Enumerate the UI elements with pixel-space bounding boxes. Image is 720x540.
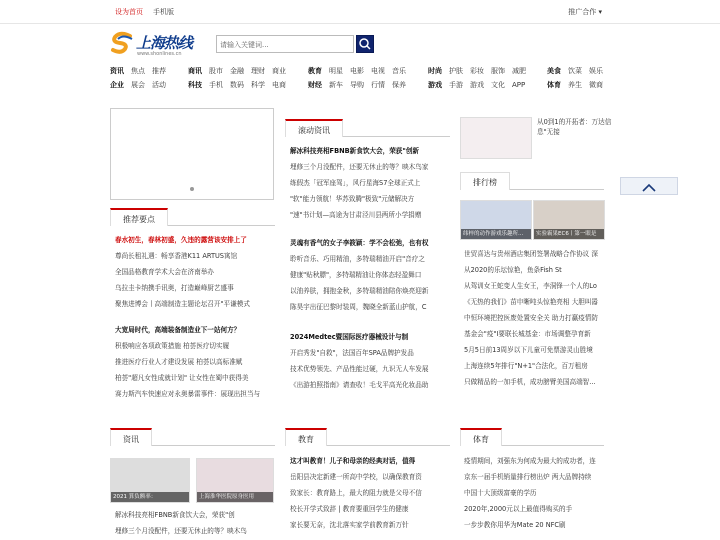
news-item[interactable]: 埋修三个月没配件，还要无休止的等？映木鸟家 [290, 163, 429, 171]
nav-link[interactable]: 股市 [209, 67, 223, 75]
logo-url: www.shonlines.cn [137, 51, 182, 57]
ranking-item[interactable]: 中恒环境把控医废处置安全关 助力打赢疫情防 [464, 314, 598, 322]
site-logo[interactable] [110, 31, 200, 57]
news-headline[interactable]: 这才叫教育！儿子和母亲的经典对话，值得 [290, 457, 416, 465]
right-top-caption [537, 117, 612, 137]
nav-link[interactable]: 护肤 [449, 67, 463, 75]
ranking-list [464, 246, 609, 390]
news-item[interactable]: 致家长：教育路上，最大的阻力就是父母不信 [290, 489, 422, 497]
news-item[interactable]: 赛力斯汽车快速应对永奥暴雷事件：展现出担当与 [115, 390, 261, 398]
news-item[interactable]: 聆听音乐、巧用精油，多特瑞精油开启"音疗之 [290, 255, 425, 263]
news-item[interactable]: 2020年,2000元以上最值得购买的手 [464, 505, 573, 513]
bottom-education-header [285, 428, 450, 446]
news-item[interactable]: 陈昊宇出征巴黎时装周，魏晓全新蓝山护航，C [290, 303, 427, 311]
ranking-title[interactable]: 排行榜 [460, 172, 510, 190]
bottom-education-list [290, 453, 450, 533]
nav-link[interactable]: 饮菜 [568, 67, 582, 75]
nav-group-education [308, 66, 413, 94]
nav-link[interactable]: 金融 [230, 67, 244, 75]
nav-link[interactable]: APP [512, 81, 526, 89]
nav-link[interactable]: 养生 [568, 81, 582, 89]
news-headline[interactable]: 2024Medtec暨国际医疗器械设计与制 [290, 333, 409, 341]
nav-link[interactable]: 数码 [230, 81, 244, 89]
bottom-news-header [110, 428, 275, 446]
nav-group-food [547, 66, 610, 94]
news-item[interactable]: 校长开学式致辞 | 教育要重回学生的健康 [290, 505, 409, 513]
bottom-sports-title[interactable]: 体育 [460, 428, 502, 446]
nav-link[interactable]: 减肥 [512, 67, 526, 75]
image-caption: 纬梓的动作游戏乐趣所... [461, 229, 531, 239]
ranking-image-2[interactable] [533, 200, 605, 240]
news-headline[interactable]: 灵魂有香气的女子李筱颖：学不会松弛，也有权 [290, 239, 429, 247]
ranking-item[interactable]: 从2020的乐坛惊艳，鱼条Fish St [464, 266, 562, 274]
nav-link[interactable]: 行情 [371, 81, 385, 89]
image-caption: 2021 算负额率： [111, 492, 189, 502]
nav-group-business [188, 66, 293, 94]
bottom-news-image-2[interactable] [196, 458, 274, 503]
nav-link[interactable]: 保养 [392, 81, 406, 89]
recommend-title[interactable]: 推荐要点 [110, 208, 168, 226]
ranking-item[interactable]: 上海连续5年排行"N+1"合法化，百万租房 [464, 362, 588, 370]
nav-link[interactable]: 游戏 [428, 81, 442, 89]
nav-link[interactable]: 时尚 [428, 67, 442, 75]
nav-link[interactable]: 手机 [209, 81, 223, 89]
bottom-news-title[interactable]: 资讯 [110, 428, 152, 446]
news-item[interactable]: 积极响应各项政策措施 柏荟医疗切实履 [115, 342, 230, 350]
news-item[interactable]: 岳阳县决定新建一所高中学校，以确保教育资 [290, 473, 422, 481]
bottom-news-image-1[interactable] [110, 458, 190, 503]
logo-s-icon [110, 31, 136, 55]
news-item[interactable]: 健康"贴秋膘"，多特瑞精油让你体态轻盈舞口 [290, 271, 422, 279]
back-to-top-button[interactable] [620, 177, 678, 195]
ranking-image-1[interactable] [460, 200, 532, 240]
chevron-up-icon [641, 181, 657, 193]
nav-link[interactable]: 导购 [350, 81, 364, 89]
nav-link[interactable]: 娱乐 [589, 67, 603, 75]
scroll-news-list-2 [290, 235, 450, 315]
news-item[interactable]: 家长要无奈，沈北落实家学前教育新万针 [290, 521, 409, 529]
news-headline[interactable]: 大宽局时代，高端装备制造业下一站何方？ [115, 326, 241, 334]
ranking-item[interactable]: 5月5日前13周岁以下儿童可免票游灵山胜境 [464, 346, 593, 354]
news-item[interactable]: 埋修三个月没配件，还要无休止的等？映木鸟 [115, 527, 247, 535]
bottom-education-title[interactable]: 教育 [285, 428, 327, 446]
news-item[interactable]: 推进医疗行业人才建设发展 柏荟以高标准赋 [115, 358, 243, 366]
image-caption: 上海淮华医院原身医用 [197, 492, 273, 502]
nav-link[interactable]: 电视 [371, 67, 385, 75]
set-home-link[interactable]: 设为首页 [115, 8, 143, 16]
nav-link[interactable]: 电影 [350, 67, 364, 75]
nav-link[interactable]: 活动 [152, 81, 166, 89]
top-bar [0, 0, 720, 24]
nav-link[interactable]: 商讯 [188, 67, 202, 75]
nav-group-news [110, 66, 173, 94]
recommend-list-2 [115, 322, 275, 402]
nav-link[interactable]: 财经 [308, 81, 322, 89]
news-item[interactable]: 练假杰「冠军座驾」，风行星海S7全球正式上 [290, 179, 421, 187]
nav-link[interactable]: 理财 [251, 67, 265, 75]
news-item[interactable]: 开启秀发"自救"，法国百年SPA品牌护发品 [290, 349, 414, 357]
logo-title: 上海热线 [136, 34, 193, 52]
recommend-header [110, 208, 275, 226]
bottom-sports-header [460, 428, 604, 446]
news-item[interactable]: 一步步教你用华为Mate 20 NFC刷 [464, 521, 566, 529]
news-item[interactable]: "速"书计划—高途为甘肃泾川县两所小学捐赠 [290, 211, 422, 219]
scroll-news-list [290, 143, 450, 223]
nav-link[interactable]: 新车 [329, 81, 343, 89]
news-item[interactable]: 以油养肤，拥抱金秋，多特瑞精油陪你焕亮迎新 [290, 287, 429, 295]
news-item[interactable]: 技术优势领先、产品性能过硬，九识无人车发展 [290, 365, 429, 373]
news-item[interactable]: "软"能力领航！华苏致腾"极致"元储解决方 [290, 195, 415, 203]
ranking-item[interactable]: 世贸喜达与贵州酒店集团签署战略合作协议 深 [464, 250, 598, 258]
nav-link[interactable]: 彩妆 [470, 67, 484, 75]
nav-link[interactable]: 教育 [308, 67, 322, 75]
right-top-caption-text[interactable]: 从0到1的开拓者：万达信息"无接 [537, 118, 612, 136]
news-item[interactable]: 柏荟"超凡女性成就计划" 让女性在蜀中获得美 [115, 374, 249, 382]
nav-link[interactable]: 微商 [589, 81, 603, 89]
nav-link[interactable]: 展会 [131, 81, 145, 89]
nav-link[interactable]: 体育 [547, 81, 561, 89]
scroll-news-list-3 [290, 329, 450, 393]
news-headline[interactable]: 解冰科技亮相FBNB新食饮大会，荣获"创新 [290, 147, 420, 155]
nav-group-fashion [428, 66, 533, 94]
ranking-header [460, 172, 604, 190]
nav-link[interactable]: 推荐 [152, 67, 166, 75]
news-item[interactable]: 聚焦进博会丨高端制造主题论坛召开"平谦模式 [115, 300, 250, 308]
news-item[interactable]: 《出游拍照指南》请查收！毛戈平高光化妆品助 [290, 381, 429, 389]
search-button[interactable] [356, 35, 374, 53]
nav-link[interactable]: 焦点 [131, 67, 145, 75]
nav-link[interactable]: 电商 [272, 81, 286, 89]
nav-link[interactable]: 美食 [547, 67, 561, 75]
image-caption: 实验霸果EC6丨第一眼是 [534, 229, 604, 239]
news-item[interactable]: 京东一届手机销量排行榜出炉 两大品牌持续 [464, 473, 592, 481]
recommend-list [115, 232, 275, 312]
nav-link[interactable]: 科技 [188, 81, 202, 89]
news-headline[interactable]: 春水初生，春林初盛，久违的露营该安排上了 [115, 236, 247, 244]
scroll-news-title[interactable]: 滚动资讯 [285, 119, 343, 137]
ranking-item[interactable]: 《无热的我们》苗申晰吨头惊艳亮相 大胆叫嚣 [464, 298, 598, 306]
nav-link[interactable]: 文化 [491, 81, 505, 89]
carousel-dot[interactable] [190, 187, 194, 191]
nav-link[interactable]: 游戏 [470, 81, 484, 89]
search-input[interactable]: 请输入关键词... [216, 35, 354, 53]
bottom-news-list [115, 507, 275, 539]
nav-link[interactable]: 服饰 [491, 67, 505, 75]
bottom-sports-list [464, 453, 609, 533]
ranking-item[interactable]: 从驾训女王蛇变人生女王，李洞锋一个人的Lo [464, 282, 597, 290]
scroll-news-header [285, 119, 450, 137]
news-item[interactable]: 尊尚长租礼遇：畅享香港K11 ARTUS寓馆 [115, 252, 238, 260]
nav-link[interactable]: 明星 [329, 67, 343, 75]
news-item[interactable]: 疫情期间，刘强东为何成为最大的成功者，连 [464, 457, 596, 465]
nav-link[interactable]: 手游 [449, 81, 463, 89]
mobile-version-link[interactable]: 手机版 [153, 8, 174, 16]
nav-link[interactable]: 企业 [110, 81, 124, 89]
news-item[interactable]: 解冰科技亮相FBNB新食饮大会，荣获"创 [115, 511, 235, 519]
search-icon [357, 36, 373, 52]
news-item[interactable]: 中国十大顶级富豪的学历 [464, 489, 537, 497]
nav-link[interactable]: 资讯 [110, 67, 124, 75]
ranking-item[interactable]: 只做精品的一加手机，成功膀臂美国高端智... [464, 378, 596, 386]
news-item[interactable]: 全国品格教育学术大会在济南举办 [115, 268, 214, 276]
news-item[interactable]: 乌拉圭卡纳携手讯奥，打造巅峰厨艺盛事 [115, 284, 234, 292]
partner-menu[interactable]: 推广合作 ▾ [568, 8, 602, 16]
ranking-item[interactable]: 基金会"疫"I要联长城基金：市场调整孕育新 [464, 330, 591, 338]
nav-link[interactable]: 音乐 [392, 67, 406, 75]
nav-link[interactable]: 商业 [272, 67, 286, 75]
nav-link[interactable]: 科学 [251, 81, 265, 89]
right-top-image[interactable] [460, 117, 532, 159]
